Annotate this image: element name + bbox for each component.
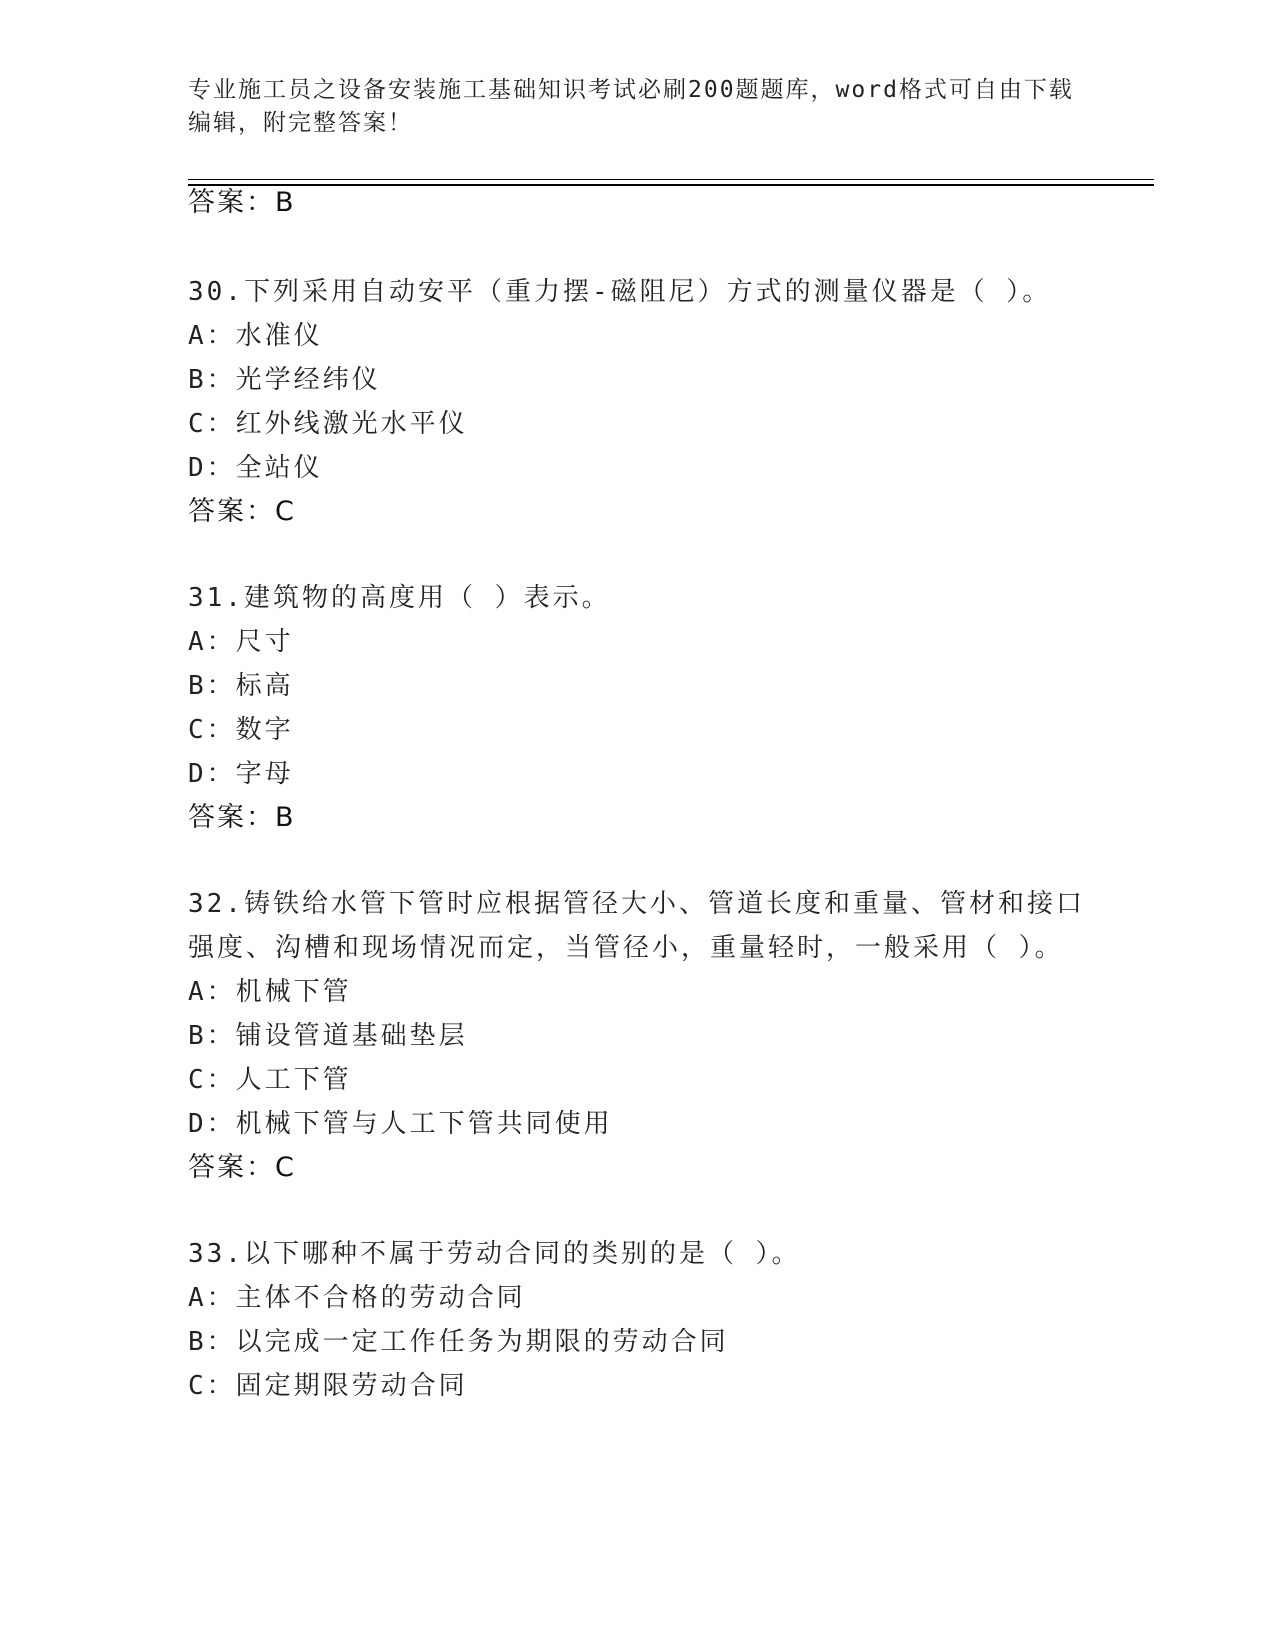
question-stem: 31.建筑物的高度用（ ）表示。 — [188, 583, 611, 613]
option-d: D：机械下管与人工下管共同使用 — [188, 1109, 613, 1139]
header-divider-bottom — [188, 184, 1154, 186]
answer: 答案：C — [188, 496, 296, 527]
option-a: A：主体不合格的劳动合同 — [188, 1283, 526, 1313]
header-divider-top — [188, 179, 1154, 180]
option-b: B：标高 — [188, 671, 294, 701]
question-stem-line-1: 32.铸铁给水管下管时应根据管径大小、管道长度和重量、管材和接口 — [188, 889, 1085, 919]
option-d: D：全站仪 — [188, 453, 323, 483]
option-c: C：人工下管 — [188, 1065, 352, 1095]
option-b: B：铺设管道基础垫层 — [188, 1021, 468, 1051]
previous-answer: 答案：B — [188, 187, 296, 218]
option-c: C：固定期限劳动合同 — [188, 1371, 468, 1401]
question-stem: 33.以下哪种不属于劳动合同的类别的是（ ）。 — [188, 1239, 801, 1269]
answer: 答案：C — [188, 1152, 296, 1183]
option-a: A：尺寸 — [188, 627, 294, 657]
header-line-2: 编辑，附完整答案！ — [188, 110, 413, 136]
question-stem: 30.下列采用自动安平（重力摆-磁阻尼）方式的测量仪器是（ ）。 — [188, 277, 1052, 307]
document-header — [188, 74, 1088, 140]
option-a: A：水准仪 — [188, 321, 323, 351]
option-b: B：以完成一定工作任务为期限的劳动合同 — [188, 1327, 729, 1357]
question-stem-line-2: 强度、沟槽和现场情况而定，当管径小，重量轻时，一般采用（ ）。 — [188, 933, 1064, 963]
option-c: C：红外线激光水平仪 — [188, 409, 468, 439]
header-line-1: 专业施工员之设备安装施工基础知识考试必刷200题题库，word格式可自由下载 — [188, 77, 1074, 103]
answer: 答案：B — [188, 802, 296, 833]
option-c: C：数字 — [188, 715, 294, 745]
option-b: B：光学经纬仪 — [188, 365, 381, 395]
option-d: D：字母 — [188, 759, 294, 789]
option-a: A：机械下管 — [188, 977, 352, 1007]
